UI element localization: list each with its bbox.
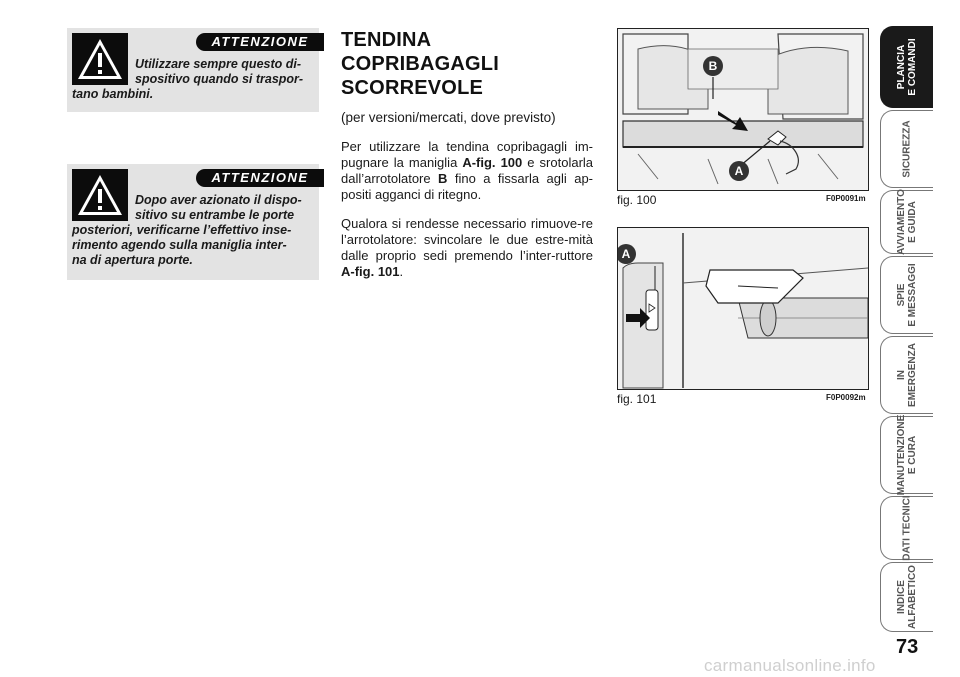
figure-reference: A-fig. 100 — [462, 155, 523, 170]
tab-label: SPIE E MESSAGGI — [896, 263, 918, 327]
tab-label: MANUTENZIONE E CURA — [896, 414, 918, 496]
tab-label: INDICE ALFABETICO — [896, 565, 918, 629]
tab-plancia-e-comandi[interactable] — [880, 26, 933, 108]
section-body — [341, 28, 593, 280]
label-a-marker: A — [617, 244, 636, 264]
tab-manutenzione-e-cura[interactable] — [880, 416, 933, 494]
tab-label: PLANCIA E COMANDI — [896, 38, 918, 96]
tab-label: AVVIAMENTO E GUIDA — [896, 189, 918, 255]
warning-text-line: tano bambini. — [72, 87, 154, 101]
tab-label: DATI TECNICI — [901, 495, 913, 561]
paragraph-2 — [341, 216, 593, 280]
figure-100-image — [617, 28, 869, 191]
warning-box-1 — [67, 28, 319, 112]
tab-label: IN EMERGENZA — [896, 343, 918, 407]
figure-100-code: F0P0091m — [826, 194, 866, 203]
warning-text-line: posteriori, verificarne l’effettivo inse- — [72, 223, 292, 237]
paragraph-text: . — [399, 264, 404, 279]
label-a-marker: A — [729, 161, 749, 181]
section-title-line: SCORREVOLE — [341, 77, 484, 99]
paragraph-text: Qualora si rendesse necessario rimuove-re l’arrotolatore: svincolare le due estre-mità dalle proprio sedi premendo l’inter-ruttore — [341, 216, 593, 263]
tab-label: SICUREZZA — [901, 120, 913, 178]
tab-dati-tecnici[interactable] — [880, 496, 933, 560]
warning-title: ATTENZIONE — [196, 33, 324, 51]
figure-101-code: F0P0092m — [826, 393, 866, 402]
tab-sicurezza[interactable] — [880, 110, 933, 188]
paragraph-1 — [341, 139, 593, 203]
tab-avviamento-e-guida[interactable] — [880, 190, 933, 254]
warning-text-line: spositivo quando si traspor- — [135, 72, 304, 86]
paragraph-text: Per utilizzare la tendina copribagagli im-pugnare la maniglia — [341, 139, 593, 170]
warning-title: ATTENZIONE — [196, 169, 324, 187]
component-reference: B — [438, 171, 448, 186]
figure-reference: A-fig. 101 — [341, 264, 400, 279]
warning-text-line: rimento agendo sulla maniglia inter- — [72, 238, 287, 252]
tab-in-emergenza[interactable] — [880, 336, 933, 414]
tab-spie-e-messaggi[interactable] — [880, 256, 933, 334]
warning-text-line: na di apertura porte. — [72, 253, 193, 267]
warning-box-2 — [67, 164, 319, 280]
roller-release-illustration — [618, 228, 868, 389]
page-number: 73 — [896, 636, 919, 658]
watermark: carmanualsonline.info — [704, 656, 876, 675]
tab-indice-alfabetico[interactable] — [880, 562, 933, 632]
figure-101-caption: fig. 101 — [617, 392, 657, 406]
warning-text-line: Utilizzare sempre questo di- — [135, 57, 302, 71]
paragraph-text: e srotolarla dall’arrotolatore — [341, 155, 594, 186]
figure-101-image — [617, 227, 869, 390]
warning-text-line: Dopo aver azionato il dispo- — [135, 193, 302, 207]
warning-text-line: sitivo su entrambe le porte — [135, 208, 295, 222]
section-subtitle: (per versioni/mercati, dove previsto) — [341, 110, 556, 125]
section-title-line: TENDINA COPRIBAGAGLI — [341, 29, 499, 75]
paragraph-text: fino a fissarla agli ap-positi agganci di ritegno. — [341, 171, 594, 202]
section-title — [341, 28, 593, 100]
label-b-marker: B — [703, 56, 723, 76]
figure-100-caption: fig. 100 — [617, 193, 657, 207]
